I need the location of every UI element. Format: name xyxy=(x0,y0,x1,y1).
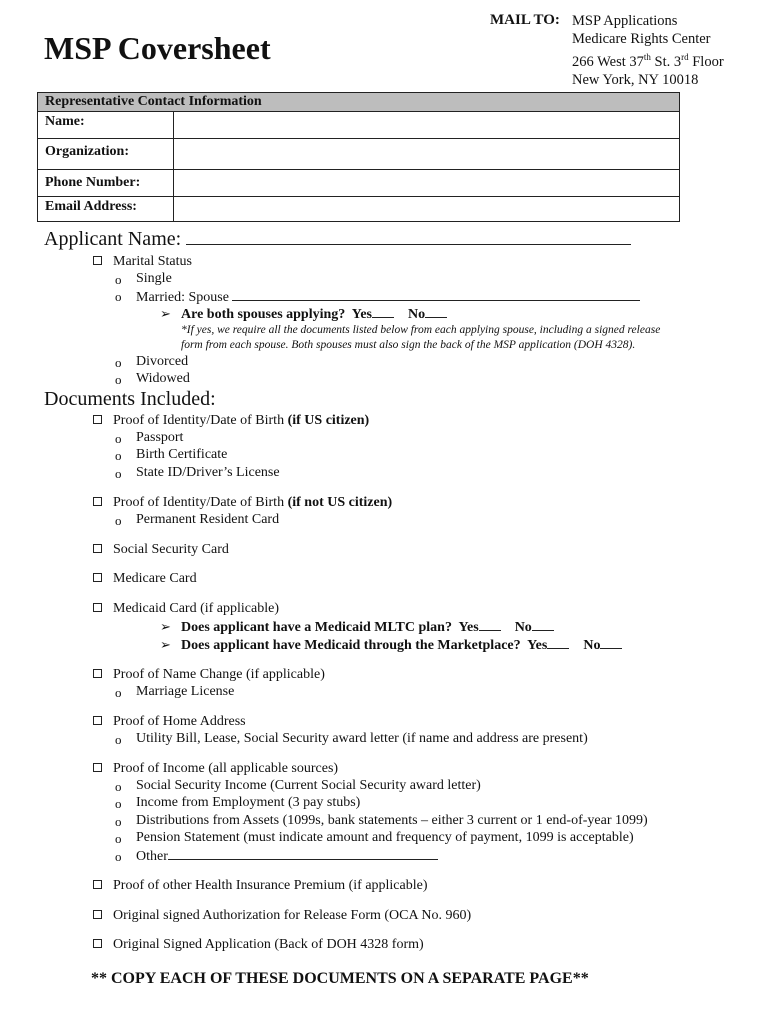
other-field[interactable] xyxy=(168,847,438,860)
marketplace-yes-field[interactable] xyxy=(547,636,569,649)
divorced-bullet: o xyxy=(115,355,122,370)
marital-status-checkbox[interactable] xyxy=(93,256,102,265)
spouse-note-line-2: form from each spouse. Both spouses must also sign the back of the MSP application (DOH 4328). xyxy=(181,339,636,351)
oca-label: Original signed Authorization for Release Form (OCA No. 960) xyxy=(113,908,472,923)
birth-cert-bullet: o xyxy=(115,448,122,463)
pension-bullet: o xyxy=(115,831,122,846)
documents-heading: Documents Included: xyxy=(44,388,216,410)
passport-bullet: o xyxy=(115,431,122,446)
name-field[interactable] xyxy=(174,112,679,138)
assets-label: Distributions from Assets (1099s, bank statements – either 3 current or 1 end-of-year 1099) xyxy=(136,813,648,828)
widowed-label: Widowed xyxy=(136,371,190,386)
perm-res-bullet: o xyxy=(115,513,122,528)
medicare-label: Medicare Card xyxy=(113,571,197,586)
mailing-address xyxy=(572,12,724,89)
address-line-4: New York, NY 10018 xyxy=(572,71,699,88)
contact-table-header: Representative Contact Information xyxy=(38,93,679,112)
signed-app-checkbox[interactable] xyxy=(93,939,102,948)
spouse-name-field[interactable] xyxy=(232,288,640,301)
contact-row-email xyxy=(38,197,679,222)
other-bullet: o xyxy=(115,849,122,864)
no-label: No xyxy=(583,638,601,653)
home-address-label: Proof of Home Address xyxy=(113,714,246,729)
organization-label: Organization: xyxy=(38,139,174,169)
name-change-label: Proof of Name Change (if applicable) xyxy=(113,667,325,682)
pension-label: Pension Statement (must indicate amount and frequency of payment, 1099 is acceptable) xyxy=(136,830,634,845)
ssc-label: Social Security Card xyxy=(113,542,229,557)
mltc-no-field[interactable] xyxy=(532,618,554,631)
medicare-checkbox[interactable] xyxy=(93,573,102,582)
both-spouses-question: Are both spouses applying? xyxy=(181,307,346,322)
both-no-field[interactable] xyxy=(425,305,447,318)
state-id-label: State ID/Driver’s License xyxy=(136,465,280,480)
marketplace-question: Does applicant have Medicaid through the Marketplace? xyxy=(181,638,521,653)
married-bullet: o xyxy=(115,289,122,304)
mltc-yes-field[interactable] xyxy=(479,618,501,631)
applicant-name-row xyxy=(44,228,631,251)
other-row xyxy=(136,847,438,865)
phone-label: Phone Number: xyxy=(38,170,174,196)
email-label: Email Address: xyxy=(38,197,174,222)
id-us-checkbox[interactable] xyxy=(93,415,102,424)
arrow-icon: ➢ xyxy=(160,637,171,652)
no-label: No xyxy=(514,620,532,635)
employment-label: Income from Employment (3 pay stubs) xyxy=(136,795,361,810)
divorced-label: Divorced xyxy=(136,354,189,369)
passport-label: Passport xyxy=(136,430,184,445)
id-not-us-label: Proof of Identity/Date of Birth (if not US citizen) xyxy=(113,495,393,510)
applicant-name-heading: Applicant Name: xyxy=(44,228,182,250)
contact-row-name xyxy=(38,112,679,139)
home-address-checkbox[interactable] xyxy=(93,716,102,725)
utility-label: Utility Bill, Lease, Social Security award letter (if name and address are present) xyxy=(136,731,588,746)
applicant-name-field[interactable] xyxy=(186,244,631,245)
marriage-bullet: o xyxy=(115,685,122,700)
ss-income-label: Social Security Income (Current Social Security award letter) xyxy=(136,778,481,793)
single-bullet: o xyxy=(115,272,122,287)
mail-to-label: MAIL TO: xyxy=(490,12,560,28)
name-change-checkbox[interactable] xyxy=(93,669,102,678)
contact-row-phone xyxy=(38,170,679,197)
medicaid-checkbox[interactable] xyxy=(93,603,102,612)
organization-field[interactable] xyxy=(174,139,679,169)
single-label: Single xyxy=(136,271,172,286)
yes-label: Yes xyxy=(458,620,479,635)
both-yes-field[interactable] xyxy=(372,305,394,318)
copy-instruction-footer: ** COPY EACH OF THESE DOCUMENTS ON A SEPARATE PAGE** xyxy=(91,970,589,987)
state-id-bullet: o xyxy=(115,466,122,481)
id-not-us-checkbox[interactable] xyxy=(93,497,102,506)
yes-label: Yes xyxy=(527,638,548,653)
health-ins-checkbox[interactable] xyxy=(93,880,102,889)
no-label: No xyxy=(408,307,426,322)
widowed-bullet: o xyxy=(115,372,122,387)
ssc-checkbox[interactable] xyxy=(93,544,102,553)
contact-table xyxy=(37,92,680,222)
id-us-label: Proof of Identity/Date of Birth (if US citizen) xyxy=(113,413,370,428)
page-title: MSP Coversheet xyxy=(44,30,271,66)
mltc-row xyxy=(181,618,554,636)
utility-bullet: o xyxy=(115,732,122,747)
other-label: Other xyxy=(136,849,168,864)
income-checkbox[interactable] xyxy=(93,763,102,772)
income-label: Proof of Income (all applicable sources) xyxy=(113,761,339,776)
arrow-icon: ➢ xyxy=(160,306,171,321)
medicaid-label: Medicaid Card (if applicable) xyxy=(113,601,279,616)
assets-bullet: o xyxy=(115,814,122,829)
contact-row-organization xyxy=(38,139,679,170)
email-field[interactable] xyxy=(174,197,679,222)
oca-checkbox[interactable] xyxy=(93,910,102,919)
both-spouses-row xyxy=(181,305,447,323)
phone-field[interactable] xyxy=(174,170,679,196)
marital-status-label: Marital Status xyxy=(113,254,192,269)
employment-bullet: o xyxy=(115,796,122,811)
address-line-2: Medicare Rights Center xyxy=(572,31,711,47)
address-line-1: MSP Applications xyxy=(572,13,678,29)
perm-res-label: Permanent Resident Card xyxy=(136,512,280,527)
signed-app-label: Original Signed Application (Back of DOH 4328 form) xyxy=(113,937,424,952)
mltc-question: Does applicant have a Medicaid MLTC plan? xyxy=(181,620,452,635)
married-row xyxy=(136,288,640,306)
address-line-3: 266 West 37th St. 3rd Floor xyxy=(572,52,724,70)
arrow-icon: ➢ xyxy=(160,619,171,634)
marriage-label: Marriage License xyxy=(136,684,235,699)
name-label: Name: xyxy=(38,112,174,138)
ss-income-bullet: o xyxy=(115,779,122,794)
marketplace-no-field[interactable] xyxy=(600,636,622,649)
yes-label: Yes xyxy=(351,307,373,322)
spouse-note-line-1: *If yes, we require all the documents listed below from each applying spouse, including a signed release xyxy=(181,324,661,336)
married-label: Married: Spouse xyxy=(136,290,229,305)
marketplace-row xyxy=(181,636,622,654)
birth-cert-label: Birth Certificate xyxy=(136,447,228,462)
health-ins-label: Proof of other Health Insurance Premium (if applicable) xyxy=(113,878,428,893)
